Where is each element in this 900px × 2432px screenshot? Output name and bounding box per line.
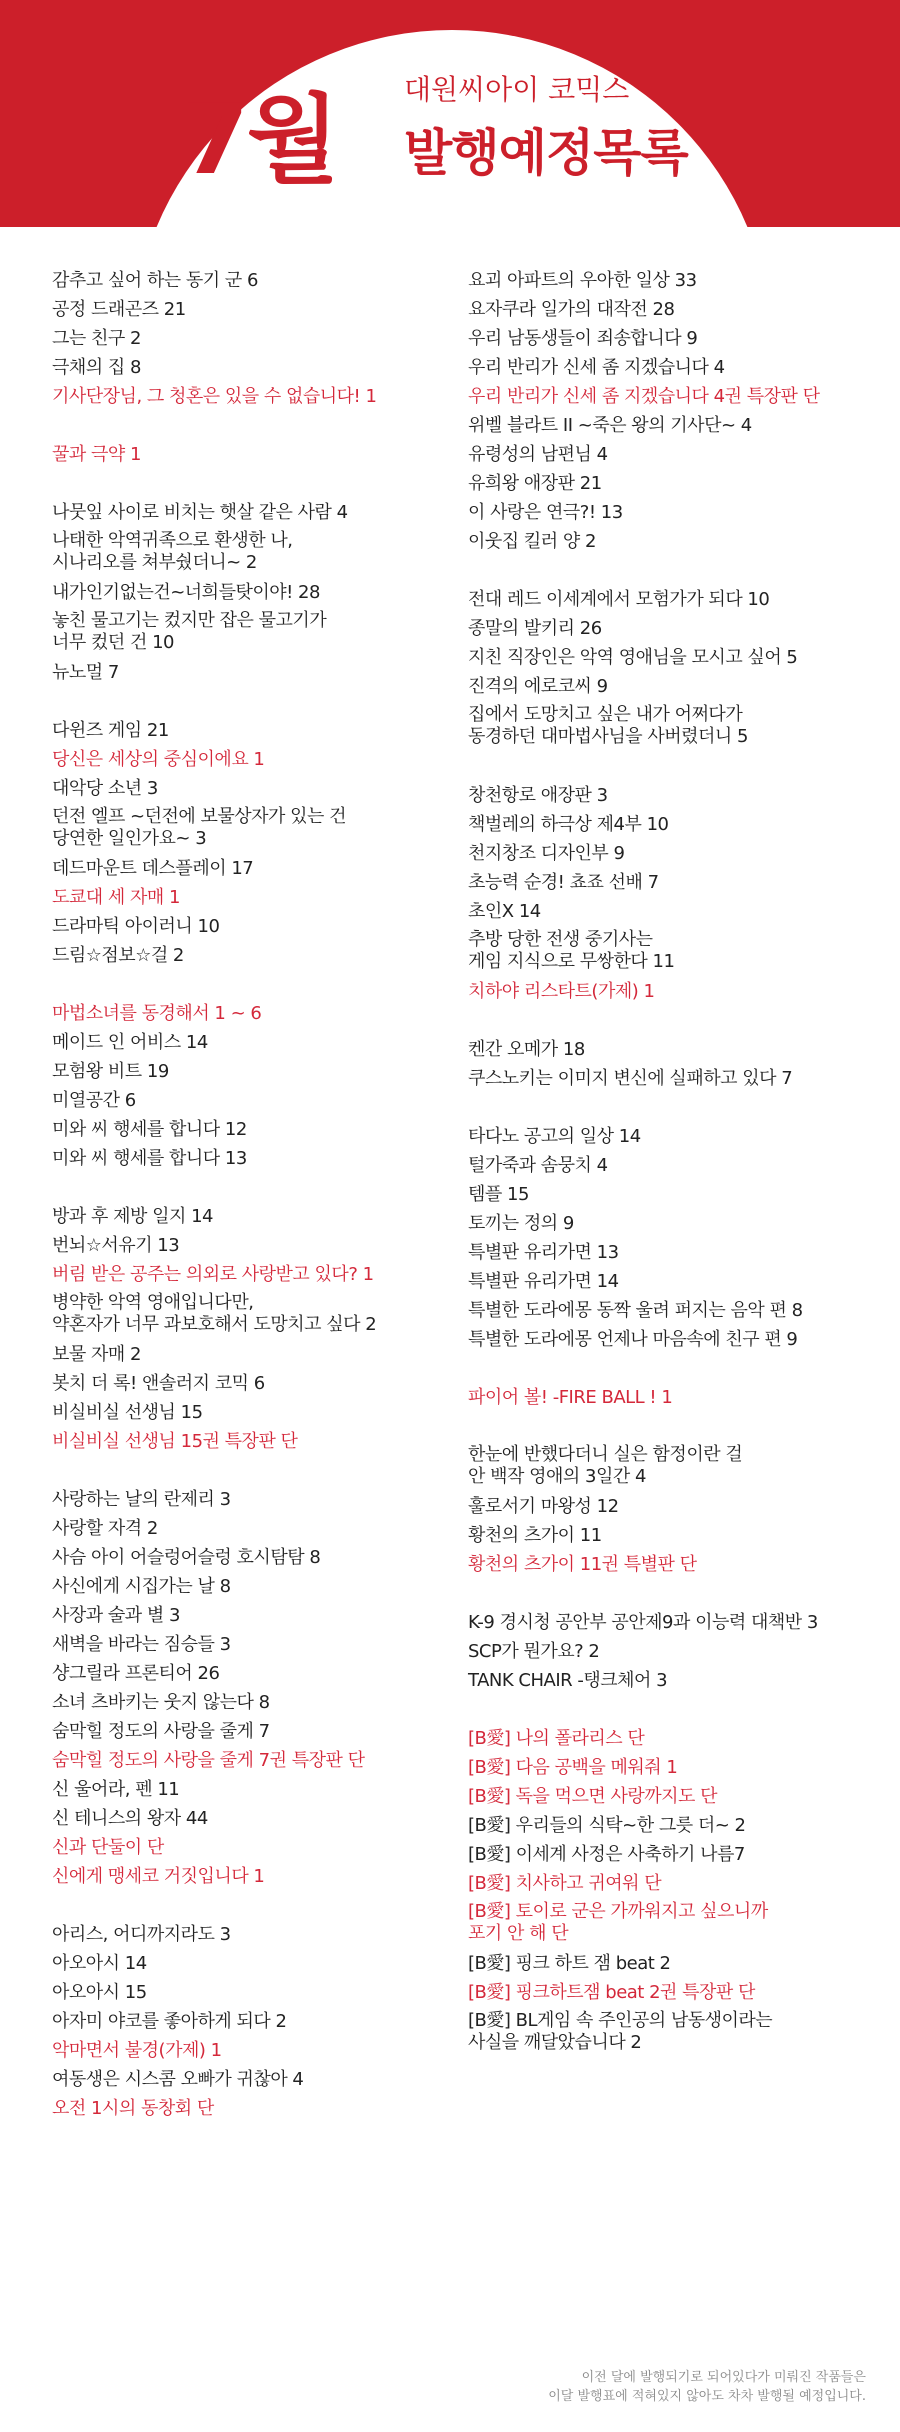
list-item: 사랑할 자격 2 xyxy=(52,1518,158,1539)
list-item: 창천항로 애장판 3 xyxy=(468,785,608,806)
list-item: 특별판 유리가면 14 xyxy=(468,1271,619,1292)
list-item: 타다노 공고의 일상 14 xyxy=(468,1126,641,1147)
list-item: 기사단장님, 그 청혼은 있을 수 없습니다! 1 xyxy=(52,386,377,407)
list-item: 황천의 츠가이 11 xyxy=(468,1525,602,1546)
list-item: 악마면서 불경(가제) 1 xyxy=(52,2040,222,2061)
list-item: 오전 1시의 동창회 단 xyxy=(52,2098,214,2119)
list-item: 봇치 더 록! 앤솔러지 코믹 6 xyxy=(52,1373,265,1394)
section-gap xyxy=(52,1891,452,1920)
list-item: 종말의 발키리 26 xyxy=(468,618,602,639)
list-item: 놓친 물고기는 컸지만 잡은 물고기가 너무 컸던 건 10 xyxy=(52,610,327,653)
list-item: 우리 남동생들이 죄송합니다 9 xyxy=(468,328,698,349)
list-item: 아오아시 15 xyxy=(52,1982,147,2003)
list-item: TANK CHAIR -탱크체어 3 xyxy=(468,1670,668,1691)
list-item: [B愛] BL게임 속 주인공의 남동생이라는 사실을 깨달았습니다 2 xyxy=(468,2010,773,2053)
list-item: 진격의 에로코씨 9 xyxy=(468,676,608,697)
publisher-name: 대원씨아이 코믹스 xyxy=(404,73,630,106)
list-item: 유희왕 애장판 21 xyxy=(468,473,602,494)
list-item: 사신에게 시집가는 날 8 xyxy=(52,1576,231,1597)
list-item: 도쿄대 세 자매 1 xyxy=(52,887,180,908)
list-item: 훌로서기 마왕성 12 xyxy=(468,1496,619,1517)
section-gap xyxy=(52,687,452,716)
section-gap xyxy=(52,970,452,999)
section-gap xyxy=(468,556,868,585)
list-item: [B愛] 우리들의 식탁~한 그릇 더~ 2 xyxy=(468,1815,746,1836)
section-gap xyxy=(468,1579,868,1608)
list-item: 초능력 순경! 쵸죠 선배 7 xyxy=(468,872,659,893)
list-item: 다윈즈 게임 21 xyxy=(52,720,169,741)
list-item: 사랑하는 날의 란제리 3 xyxy=(52,1489,231,1510)
list-item: 방과 후 제방 일지 14 xyxy=(52,1206,214,1227)
list-item: 집에서 도망치고 싶은 내가 어쩌다가 동경하던 대마법사님을 사버렸더니 5 xyxy=(468,704,748,747)
list-item: 우리 반리가 신세 좀 지겠습니다 4 xyxy=(468,357,725,378)
footer-line-2: 이달 발행표에 적혀있지 않아도 차차 발행될 예정입니다. xyxy=(548,2389,866,2404)
list-item: [B愛] 핑크 하트 잼 beat 2 xyxy=(468,1953,671,1974)
list-item: 소녀 츠바키는 웃지 않는다 8 xyxy=(52,1692,270,1713)
list-item: [B愛] 토이로 군은 가까워지고 싶으니까 포기 안 해 단 xyxy=(468,1901,768,1944)
list-item: 샹그릴라 프론티어 26 xyxy=(52,1663,220,1684)
list-item: 미와 씨 행세를 합니다 12 xyxy=(52,1119,247,1140)
list-item: 전대 레드 이세계에서 모험가가 되다 10 xyxy=(468,589,770,610)
section-gap xyxy=(468,1695,868,1724)
list-item: 초인X 14 xyxy=(468,901,541,922)
list-item: 당신은 세상의 중심이에요 1 xyxy=(52,749,265,770)
list-item: 극채의 집 8 xyxy=(52,357,141,378)
section-gap xyxy=(52,411,452,440)
header-banner xyxy=(0,0,900,227)
list-item: 드라마틱 아이러니 10 xyxy=(52,916,220,937)
list-item: K-9 경시청 공안부 공안제9과 이능력 대책반 3 xyxy=(468,1612,818,1633)
list-item: 번뇌☆서유기 13 xyxy=(52,1235,180,1256)
list-item: 템플 15 xyxy=(468,1184,529,1205)
list-item: 특별한 도라에몽 언제나 마음속에 친구 편 9 xyxy=(468,1329,798,1350)
list-item: 켄간 오메가 18 xyxy=(468,1039,585,1060)
list-item: 우리 반리가 신세 좀 지겠습니다 4권 특장판 단 xyxy=(468,386,820,407)
list-item: 드림☆점보☆걸 2 xyxy=(52,945,184,966)
month-label: 7월 xyxy=(182,84,338,196)
list-item: 새벽을 바라는 짐승들 3 xyxy=(52,1634,231,1655)
list-item: 병약한 악역 영애입니다만, 약혼자가 너무 과보호해서 도망치고 싶다 2 xyxy=(52,1292,377,1335)
list-item: 요자쿠라 일가의 대작전 28 xyxy=(468,299,675,320)
section-gap xyxy=(468,752,868,781)
list-item: 공정 드래곤즈 21 xyxy=(52,299,186,320)
list-item: 이 사랑은 연극?! 13 xyxy=(468,502,623,523)
list-item: [B愛] 이세계 사정은 사축하기 나름7 xyxy=(468,1844,745,1865)
list-item: 마법소녀를 동경해서 1 ~ 6 xyxy=(52,1003,262,1024)
list-item: 사장과 술과 별 3 xyxy=(52,1605,180,1626)
list-title: 발행예정목록 xyxy=(404,124,688,182)
list-item: 위벨 블라트 II ~죽은 왕의 기사단~ 4 xyxy=(468,415,752,436)
list-item: 털가죽과 솜뭉치 4 xyxy=(468,1155,608,1176)
section-gap xyxy=(52,1456,452,1485)
list-item: 감추고 싶어 하는 동기 군 6 xyxy=(52,270,258,291)
list-item: 대악당 소년 3 xyxy=(52,778,158,799)
list-item: 신에게 맹세코 거짓입니다 1 xyxy=(52,1866,265,1887)
list-item: 여동생은 시스콤 오빠가 귀찮아 4 xyxy=(52,2069,304,2090)
list-item: 메이드 인 어비스 14 xyxy=(52,1032,208,1053)
list-item: 숨막힐 정도의 사랑을 줄게 7 xyxy=(52,1721,270,1742)
list-item: 이웃집 킬러 양 2 xyxy=(468,531,596,552)
list-item: 특별한 도라에몽 동짝 울려 퍼지는 음악 편 8 xyxy=(468,1300,803,1321)
list-item: 아자미 야코를 좋아하게 되다 2 xyxy=(52,2011,287,2032)
list-item: 특별판 유리가면 13 xyxy=(468,1242,619,1263)
list-item: SCP가 뭔가요? 2 xyxy=(468,1641,600,1662)
list-item: 책벌레의 하극상 제4부 10 xyxy=(468,814,669,835)
list-item: 미열공간 6 xyxy=(52,1090,136,1111)
list-item: 미와 씨 행세를 합니다 13 xyxy=(52,1148,247,1169)
list-item: 보물 자매 2 xyxy=(52,1344,141,1365)
list-item: 숨막힐 정도의 사랑을 줄게 7권 특장판 단 xyxy=(52,1750,365,1771)
list-item: 파이어 볼! -FIRE BALL ! 1 xyxy=(468,1387,673,1408)
footer-note xyxy=(446,2368,866,2406)
section-gap xyxy=(468,1006,868,1035)
list-item: 요괴 아파트의 우아한 일상 33 xyxy=(468,270,697,291)
list-item: 사슴 아이 어슬렁어슬렁 호시탐탐 8 xyxy=(52,1547,321,1568)
list-item: 나태한 악역귀족으로 환생한 나, 시나리오를 쳐부쉈더니~ 2 xyxy=(52,530,293,573)
right-column xyxy=(468,266,868,2058)
list-item: 신 테니스의 왕자 44 xyxy=(52,1808,208,1829)
section-gap xyxy=(468,1412,868,1441)
list-item: 쿠스노키는 이미지 변신에 실패하고 있다 7 xyxy=(468,1068,793,1089)
list-item: 나뭇잎 사이로 비치는 햇살 같은 사람 4 xyxy=(52,502,348,523)
list-item: 비실비실 선생님 15 xyxy=(52,1402,203,1423)
section-gap xyxy=(468,1354,868,1383)
list-item: 치하야 리스타트(가제) 1 xyxy=(468,981,655,1002)
list-item: 내가인기없는건~너희들탓이야! 28 xyxy=(52,582,320,603)
list-item: 모험왕 비트 19 xyxy=(52,1061,169,1082)
list-item: 유령성의 남편님 4 xyxy=(468,444,608,465)
list-item: 천지창조 디자인부 9 xyxy=(468,843,625,864)
list-item: 신 울어라, 펜 11 xyxy=(52,1779,180,1800)
list-item: [B愛] 나의 폴라리스 단 xyxy=(468,1728,645,1749)
list-item: 아리스, 어디까지라도 3 xyxy=(52,1924,231,1945)
list-item: 버림 받은 공주는 의외로 사랑받고 있다? 1 xyxy=(52,1264,374,1285)
list-item: 아오아시 14 xyxy=(52,1953,147,1974)
list-item: 비실비실 선생님 15권 특장판 단 xyxy=(52,1431,298,1452)
list-item: 던전 엘프 ~던전에 보물상자가 있는 건 당연한 일인가요~ 3 xyxy=(52,806,347,849)
list-item: 신과 단둘이 단 xyxy=(52,1837,164,1858)
list-item: 그는 친구 2 xyxy=(52,328,141,349)
section-gap xyxy=(52,1173,452,1202)
list-item: 토끼는 정의 9 xyxy=(468,1213,574,1234)
list-item: 뉴노멀 7 xyxy=(52,662,119,683)
list-item: [B愛] 치사하고 귀여워 단 xyxy=(468,1873,662,1894)
list-item: 데드마운트 데스플레이 17 xyxy=(52,858,254,879)
list-item: [B愛] 독을 먹으면 사랑까지도 단 xyxy=(468,1786,718,1807)
section-gap xyxy=(468,1093,868,1122)
list-item: 꿀과 극약 1 xyxy=(52,444,141,465)
list-item: 한눈에 반했다더니 실은 함정이란 걸 안 백작 영애의 3일간 4 xyxy=(468,1444,743,1487)
list-item: [B愛] 핑크하트잼 beat 2권 특장판 단 xyxy=(468,1982,755,2003)
list-item: 추방 당한 전생 중기사는 게임 지식으로 무쌍한다 11 xyxy=(468,929,675,972)
left-column xyxy=(52,266,452,2123)
section-gap xyxy=(52,469,452,498)
list-item: 지친 직장인은 악역 영애님을 모시고 싶어 5 xyxy=(468,647,798,668)
list-item: 황천의 츠가이 11권 특별판 단 xyxy=(468,1554,697,1575)
list-item: [B愛] 다음 공백을 메워줘 1 xyxy=(468,1757,678,1778)
footer-line-1: 이전 달에 발행되기로 되어있다가 미뤄진 작품들은 xyxy=(581,2370,866,2385)
